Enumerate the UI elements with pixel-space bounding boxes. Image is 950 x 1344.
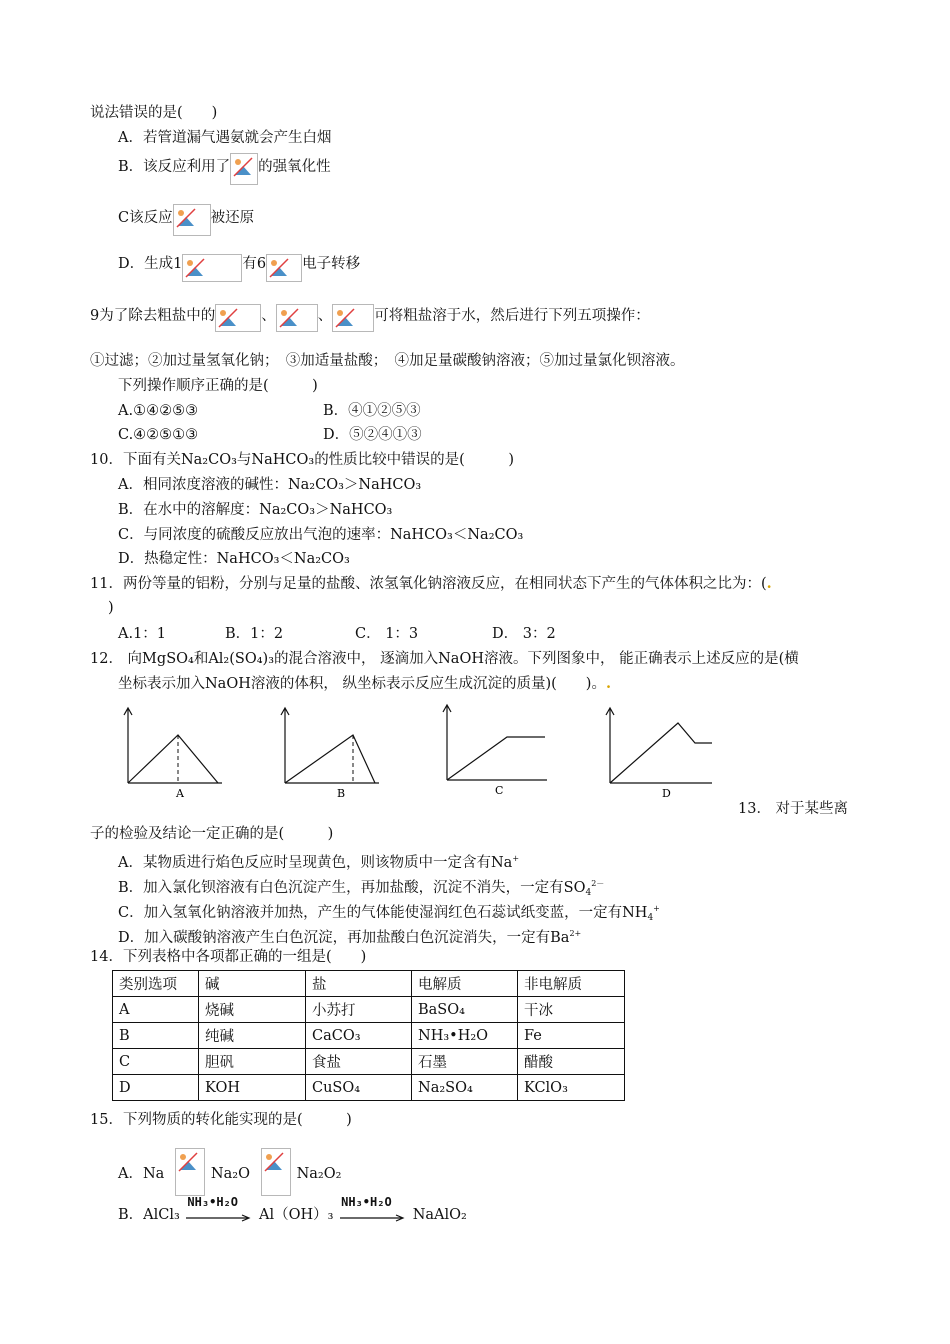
table-row [113, 1049, 625, 1075]
q13-stem-b: 子的检验及结论一定正确的是( ) [90, 826, 334, 842]
graph-label: A [176, 787, 184, 800]
table-cell: 食盐 [306, 1049, 412, 1075]
table-cell: 电解质 [412, 971, 518, 997]
q11-stem [90, 574, 772, 594]
formula: NaHCO₃ [251, 452, 315, 468]
superscript: + [653, 904, 660, 913]
formula: Na₂CO₃ [180, 452, 237, 468]
graph-d [600, 705, 720, 800]
q8-option-d [118, 254, 360, 282]
text: 10．下面有关 [90, 452, 181, 468]
graph-label: C [495, 784, 504, 797]
text: A．Na [118, 1166, 165, 1182]
table-cell: NH₃•H₂O [412, 1023, 518, 1049]
text: 坐标表示加入NaOH溶液的体积， 纵坐标表示反应生成沉淀的质量)( )。 [118, 676, 606, 692]
q13-stem-a: 13． 对于某些离 [738, 801, 849, 817]
q13-option-d [118, 924, 581, 948]
table-cell: KClO₃ [518, 1075, 625, 1101]
arrow-label: NH₃•H₂O [187, 1195, 238, 1209]
text: C该反应 [118, 210, 173, 226]
table-cell: 干冰 [518, 997, 625, 1023]
text: Na₂O₂ [296, 1166, 342, 1182]
q9-option-a: A.①④②⑤③ [118, 403, 199, 419]
superscript: 2+ [569, 929, 582, 938]
q10-stem [90, 450, 514, 470]
table-cell: 烧碱 [199, 997, 306, 1023]
broken-image-icon [332, 304, 374, 332]
table-cell: 小苏打 [306, 997, 412, 1023]
table-cell: Na₂SO₄ [412, 1075, 518, 1101]
q12-stem-line2 [118, 674, 611, 694]
broken-image-icon [173, 204, 211, 236]
table-cell: 纯碱 [199, 1023, 306, 1049]
table-row [113, 1075, 625, 1101]
q14-stem: 14．下列表格中各项都正确的一组是( ) [90, 949, 367, 965]
q12-stem-line1: 12． 向MgSO₄和Al₂(SO₄)₃的混合溶液中， 逐滴加入NaOH溶液。下列图象中， 能正确表示上述反应的是(横 [90, 651, 799, 667]
q9-option-d: D．⑤②④①③ [323, 427, 422, 443]
table-cell: CaCO₃ [306, 1023, 412, 1049]
graph-a [118, 705, 228, 800]
table-row [113, 997, 625, 1023]
q13-option-a [118, 849, 519, 873]
text: Na₂O [210, 1166, 250, 1182]
subscript: 4 [647, 913, 654, 923]
table-cell: 胆矾 [199, 1049, 306, 1075]
text: 电子转移 [302, 256, 361, 272]
table-cell: 醋酸 [518, 1049, 625, 1075]
q10-option-c: C．与同浓度的硫酸反应放出气泡的速率：NaHCO₃＜Na₂CO₃ [118, 527, 524, 543]
q11-option-d: D． 3：2 [492, 626, 556, 642]
graph-label: D [662, 787, 671, 800]
q8-stem: 说法错误的是( ) [90, 105, 218, 121]
q10-option-b: B．在水中的溶解度：Na₂CO₃＞NaHCO₃ [118, 502, 393, 518]
table-cell: A [113, 997, 199, 1023]
reaction-arrow [338, 1195, 408, 1226]
table-cell: 类别选项 [113, 971, 199, 997]
superscript: 2－ [591, 879, 605, 888]
table-row [113, 1023, 625, 1049]
text: C．加入氢氧化钠溶液并加热，产生的气体能使湿润红色石蕊试纸变蓝，一定有NH [118, 905, 648, 921]
graph-b [275, 705, 385, 800]
q8-option-b [118, 153, 331, 185]
q11-option-c: C． 1：3 [355, 626, 419, 642]
mark-dot: . [766, 575, 772, 592]
text: 、 [261, 308, 276, 324]
arrow-label: NH₃•H₂O [341, 1195, 392, 1209]
text: 与 [236, 452, 252, 468]
q9-option-b: B．④①②⑤③ [323, 403, 421, 419]
q11-stem-end: ) [108, 600, 114, 616]
q9-question: 下列操作顺序正确的是( ) [118, 378, 318, 394]
text: D．生成1 [118, 256, 183, 272]
graph-c [437, 702, 557, 797]
table-cell: CuSO₄ [306, 1075, 412, 1101]
text: 9为了除去粗盐中的 [90, 308, 216, 324]
table-cell: 石墨 [412, 1049, 518, 1075]
table-cell: 碱 [199, 971, 306, 997]
q15-stem: 15．下列物质的转化能实现的是( ) [90, 1112, 352, 1128]
broken-image-icon [261, 1148, 291, 1196]
table-header-row [113, 971, 625, 997]
text: B．该反应利用了 [118, 159, 231, 175]
text: Al（OH）₃ [259, 1207, 334, 1223]
broken-image-icon [182, 254, 242, 282]
table-cell: BaSO₄ [412, 997, 518, 1023]
table-cell: 非电解质 [518, 971, 625, 997]
q10-option-a: A．相同浓度溶液的碱性：Na₂CO₃＞NaHCO₃ [118, 477, 422, 493]
q9-stem [90, 304, 650, 332]
graph-label: B [337, 787, 346, 800]
text: D．加入碳酸钠溶液产生白色沉淀，再加盐酸白色沉淀消失，一定有Ba [118, 930, 570, 946]
q11-option-b: B．1：2 [225, 626, 284, 642]
text: A．某物质进行焰色反应时呈现黄色，则该物质中一定含有Na [118, 855, 513, 871]
text: 11．两份等量的铝粉，分别与足量的盐酸、浓氢氧化钠溶液反应，在相同状态下产生的气体体积之比为：( [90, 576, 767, 592]
broken-image-icon [266, 254, 302, 282]
subscript: 4 [585, 888, 592, 898]
reaction-arrow [184, 1195, 254, 1226]
text: 有6 [242, 256, 267, 272]
q15-option-b [118, 1195, 467, 1226]
text: 、 [317, 308, 333, 324]
table-cell: B [113, 1023, 199, 1049]
broken-image-icon [276, 304, 318, 332]
q8-option-a: A．若管道漏气遇氨就会产生白烟 [118, 130, 332, 146]
q8-option-c [118, 204, 254, 236]
broken-image-icon [175, 1148, 205, 1196]
q10-option-d: D．热稳定性：NaHCO₃＜Na₂CO₃ [118, 551, 350, 567]
table-cell: 盐 [306, 971, 412, 997]
text: 被还原 [210, 210, 255, 226]
q9-operations: ①过滤；②加过量氢氧化钠； ③加适量盐酸； ④加足量碳酸钠溶液；⑤加过量氯化钡溶液。 [90, 353, 685, 369]
table-cell: KOH [199, 1075, 306, 1101]
table-cell: Fe [518, 1023, 625, 1049]
text: NaAlO₂ [412, 1207, 467, 1223]
broken-image-icon [230, 153, 258, 185]
text: B．AlCl₃ [118, 1207, 180, 1223]
table-cell: C [113, 1049, 199, 1075]
text: B．加入氯化钡溶液有白色沉淀产生，再加盐酸，沉淀不消失，一定有SO [118, 880, 586, 896]
text: 的强氧化性 [258, 159, 331, 175]
q9-option-c: C.④②⑤①③ [118, 427, 199, 443]
text: 可将粗盐溶于水，然后进行下列五项操作： [374, 308, 650, 324]
classification-table [112, 970, 625, 1101]
superscript: + [512, 854, 520, 863]
mark-dot: . [605, 675, 612, 692]
broken-image-icon [215, 304, 261, 332]
q15-option-a [118, 1148, 341, 1196]
q11-option-a: A.1：1 [118, 626, 167, 642]
text: 的性质比较中错误的是( ) [314, 452, 515, 468]
table-cell: D [113, 1075, 199, 1101]
